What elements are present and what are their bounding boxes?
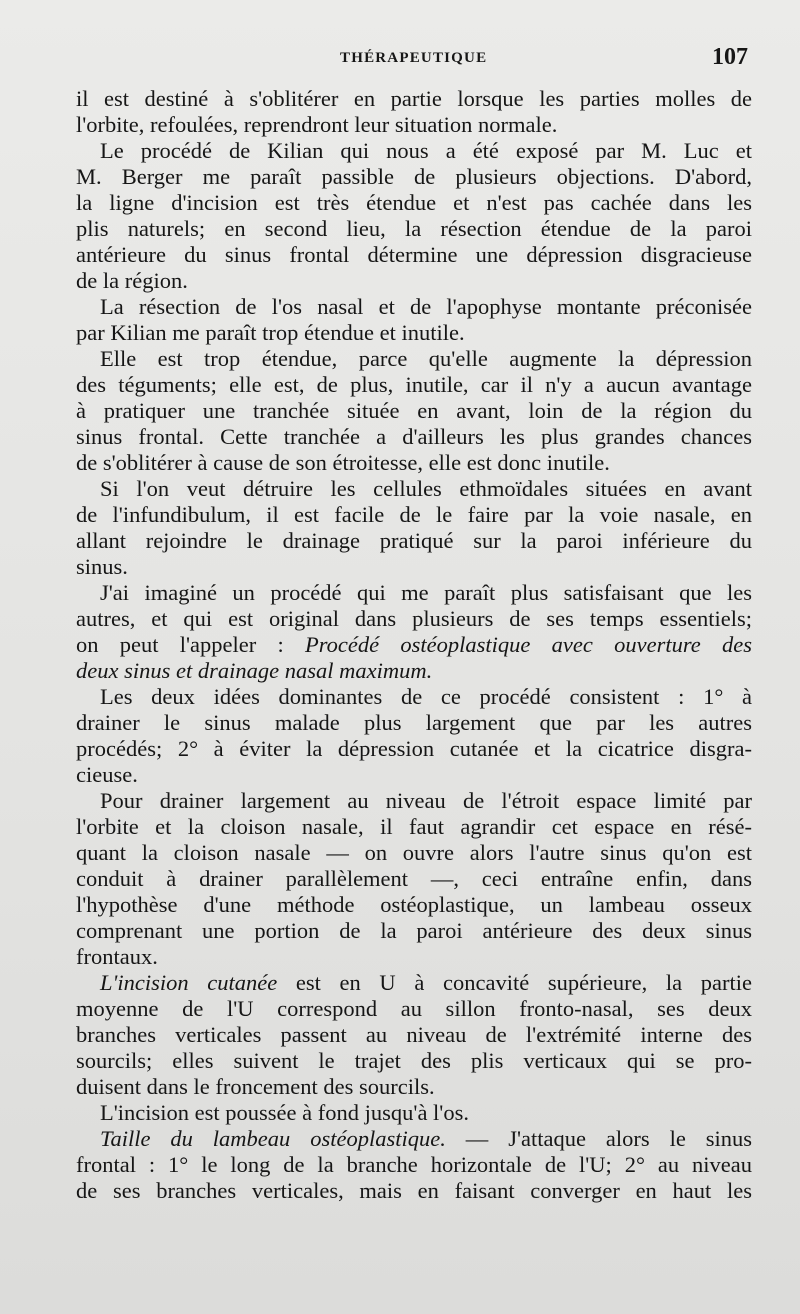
text-line: [76, 372, 752, 398]
text-line: [76, 450, 752, 476]
text-line: [76, 632, 752, 658]
text-line: [76, 424, 752, 450]
text-line: [76, 554, 752, 580]
text-line: [76, 684, 752, 710]
text-segment: drainer le sinus malade plus largement que par les autres: [76, 710, 752, 735]
text-segment: Elle est trop étendue, parce qu'elle augmente la dépression: [100, 346, 752, 371]
text-line: [76, 944, 752, 970]
text-line: [76, 216, 752, 242]
text-line: [76, 398, 752, 424]
text-segment: sinus frontal. Cette tranchée a d'ailleurs les plus grandes chances: [76, 424, 752, 449]
text-line: [76, 268, 752, 294]
text-segment: antérieure du sinus frontal détermine une dépression disgracieuse: [76, 242, 752, 267]
text-segment: par Kilian me paraît trop étendue et inutile.: [76, 320, 465, 345]
text-line: [76, 970, 752, 996]
text-segment: plis naturels; en second lieu, la résection étendue de la paroi: [76, 216, 752, 241]
text-segment: l'orbite et la cloison nasale, il faut agrandir cet espace en résé-: [76, 814, 752, 839]
text-segment: quant la cloison nasale — on ouvre alors l'autre sinus qu'on est: [76, 840, 752, 865]
text-line: [76, 658, 752, 684]
text-line: [76, 996, 752, 1022]
text-segment: l'orbite, refoulées, reprendront leur situation normale.: [76, 112, 558, 137]
text-segment: L'incision est poussée à fond jusqu'à l'os.: [100, 1100, 469, 1125]
text-segment: des téguments; elle est, de plus, inutile, car il n'y a aucun avantage: [76, 372, 752, 397]
text-line: [76, 320, 752, 346]
text-segment: de s'oblitérer à cause de son étroitesse, elle est donc inutile.: [76, 450, 610, 475]
text-line: [76, 1152, 752, 1178]
text-segment: moyenne de l'U correspond au sillon fronto-nasal, ses deux: [76, 996, 752, 1021]
text-line: [76, 788, 752, 814]
italic-text: Procédé ostéoplastique avec ouverture des: [305, 632, 752, 657]
text-line: [76, 710, 752, 736]
text-line: [76, 1100, 752, 1126]
text-line: [76, 1048, 752, 1074]
text-line: [76, 1074, 752, 1100]
text-segment: procédés; 2° à éviter la dépression cutanée et la cicatrice disgra-: [76, 736, 752, 761]
text-segment: de la région.: [76, 268, 188, 293]
text-segment: — J'attaque alors le sinus: [445, 1126, 753, 1151]
text-line: [76, 476, 752, 502]
text-segment: comprenant une portion de la paroi antérieure des deux sinus: [76, 918, 752, 943]
page-number: 107: [712, 44, 748, 70]
text-line: [76, 918, 752, 944]
text-segment: l'hypothèse d'une méthode ostéoplastique, un lambeau osseux: [76, 892, 752, 917]
text-line: [76, 112, 752, 138]
text-segment: La résection de l'os nasal et de l'apophyse montante préconisée: [100, 294, 752, 319]
text-line: [76, 1022, 752, 1048]
text-segment: est en U à concavité supérieure, la partie: [277, 970, 752, 995]
text-segment: Si l'on veut détruire les cellules ethmoïdales situées en avant: [100, 476, 752, 501]
text-line: [76, 814, 752, 840]
text-line: [76, 892, 752, 918]
text-segment: autres, et qui est original dans plusieurs de ses temps essentiels;: [76, 606, 752, 631]
text-line: [76, 164, 752, 190]
text-line: [76, 866, 752, 892]
text-line: [76, 502, 752, 528]
text-segment: de ses branches verticales, mais en faisant converger en haut les: [76, 1178, 752, 1203]
running-head-title: THÉRAPEUTIQUE: [340, 50, 488, 66]
text-line: [76, 580, 752, 606]
text-segment: frontaux.: [76, 944, 158, 969]
text-line: [76, 1126, 752, 1152]
text-segment: branches verticales passent au niveau de l'extrémité interne des: [76, 1022, 752, 1047]
text-segment: sinus.: [76, 554, 128, 579]
italic-text: L'incision cutanée: [100, 970, 278, 995]
text-line: [76, 606, 752, 632]
text-segment: J'ai imaginé un procédé qui me paraît plus satisfaisant que les: [100, 580, 752, 605]
text-segment: allant rejoindre le drainage pratiqué sur la paroi inférieure du: [76, 528, 752, 553]
text-segment: frontal : 1° le long de la branche horizontale de l'U; 2° au niveau: [76, 1152, 752, 1177]
body-text: [76, 86, 752, 1204]
text-segment: cieuse.: [76, 762, 138, 787]
running-head: [0, 44, 800, 74]
text-line: [76, 138, 752, 164]
text-segment: conduit à drainer parallèlement —, ceci entraîne enfin, dans: [76, 866, 752, 891]
text-line: [76, 294, 752, 320]
text-segment: M. Berger me paraît passible de plusieurs objections. D'abord,: [76, 164, 752, 189]
text-line: [76, 86, 752, 112]
text-line: [76, 528, 752, 554]
text-segment: sourcils; elles suivent le trajet des plis verticaux qui se pro-: [76, 1048, 752, 1073]
italic-text: deux sinus et drainage nasal maximum.: [76, 658, 433, 683]
text-line: [76, 190, 752, 216]
text-segment: à pratiquer une tranchée située en avant, loin de la région du: [76, 398, 752, 423]
italic-text: Taille du lambeau ostéoplastique.: [100, 1126, 446, 1151]
text-line: [76, 242, 752, 268]
text-segment: on peut l'appeler :: [76, 632, 306, 657]
text-line: [76, 346, 752, 372]
text-segment: Les deux idées dominantes de ce procédé consistent : 1° à: [100, 684, 752, 709]
text-segment: il est destiné à s'oblitérer en partie lorsque les parties molles de: [76, 86, 752, 111]
text-segment: de l'infundibulum, il est facile de le faire par la voie nasale, en: [76, 502, 752, 527]
text-segment: Le procédé de Kilian qui nous a été exposé par M. Luc et: [100, 138, 752, 163]
text-segment: duisent dans le froncement des sourcils.: [76, 1074, 435, 1099]
text-line: [76, 762, 752, 788]
text-segment: Pour drainer largement au niveau de l'étroit espace limité par: [100, 788, 752, 813]
text-line: [76, 840, 752, 866]
text-segment: la ligne d'incision est très étendue et n'est pas cachée dans les: [76, 190, 752, 215]
text-line: [76, 736, 752, 762]
text-line: [76, 1178, 752, 1204]
